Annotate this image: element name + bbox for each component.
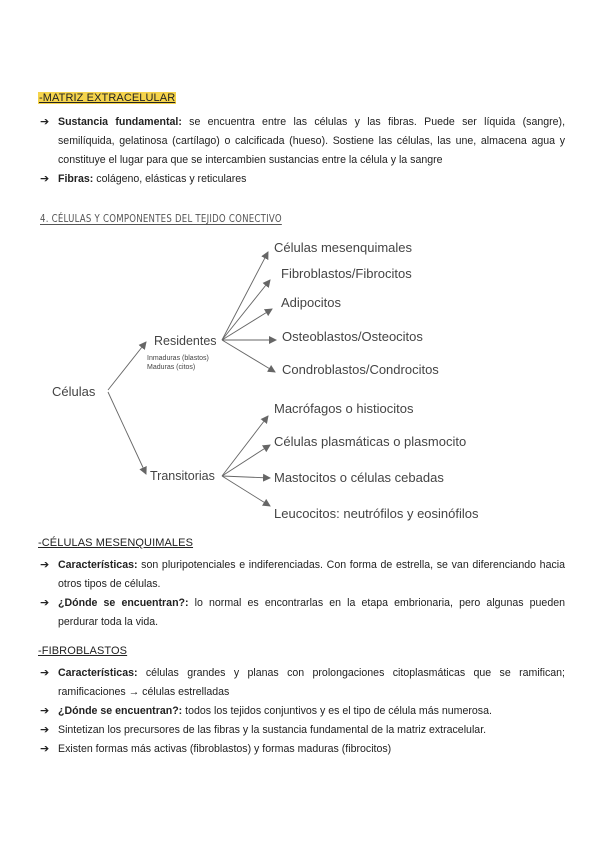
arrow-icon: ➔ [40,705,50,717]
connector-residentes-1 [222,280,270,340]
list-item [40,721,565,740]
fibroblastos-bullet-list [40,664,565,759]
list-item [40,170,565,189]
diagram-residentes-child-2: Adipocitos [281,295,341,310]
bullet-text: son pluripotenciales e indiferenciadas. Con forma de estrella, se van diferenciando hacia otros tipos de células. [58,559,565,590]
list-item [40,702,565,721]
connector-residentes-2 [222,309,272,340]
list-item [40,740,565,759]
connector-transitorias-1 [222,445,270,476]
bullet-label: Características: [58,667,138,679]
diagram-residentes-child-4: Condroblastos/Condrocitos [282,362,439,377]
arrow-icon: ➔ [40,116,50,128]
heading-celulas-mesenquimales: -CÉLULAS MESENQUIMALES [38,537,194,549]
bullet-text: colágeno, elásticas y reticulares [93,173,247,185]
connector-root-transitorias [108,392,146,474]
list-item [40,664,565,702]
bullet-label: Características: [58,559,138,571]
bullet-text: Existen formas más activas (fibroblastos) y formas maduras (fibrocitos) [58,743,392,755]
list-item [40,594,565,632]
diagram-transitorias-child-2: Mastocitos o células cebadas [274,470,444,485]
connector-transitorias-2 [222,476,270,478]
bullet-text: Sintetizan los precursores de las fibras y la sustancia fundamental de la matriz extracelular. [58,724,487,736]
diagram-transitorias-label: Transitorias [150,469,215,483]
mesenquimales-bullet-list [40,556,565,632]
arrow-icon: ➔ [40,743,50,755]
diagram-root-label: Células [52,384,96,399]
connector-transitorias-3 [222,476,270,506]
bullet-label: Fibras: [58,173,94,185]
cell-classification-diagram [0,230,600,530]
diagram-residentes-child-0: Células mesenquimales [274,240,413,255]
diagram-residentes-label: Residentes [154,334,217,348]
diagram-residentes-child-3: Osteoblastos/Osteocitos [282,329,423,344]
arrow-icon: ➔ [40,597,50,609]
bullet-label: ¿Dónde se encuentran?: [58,597,189,609]
diagram-transitorias-child-3: Leucocitos: neutrófilos y eosinófilos [274,506,479,521]
bullet-label: Sustancia fundamental: [58,116,182,128]
diagram-transitorias-child-1: Células plasmáticas o plasmocito [274,434,467,449]
bullet-text: lo normal es encontrarlas en la etapa embrionaria, pero algunas pueden perdurar toda la vida. [58,597,565,628]
connector-residentes-0 [222,252,268,340]
connector-residentes-4 [222,340,275,372]
list-item [40,556,565,594]
matriz-bullet-list [40,113,565,189]
arrow-icon: ➔ [40,559,50,571]
diagram-residentes-note-1: Inmaduras (blastos) [147,355,209,362]
heading-fibroblastos: -FIBROBLASTOS [38,645,128,657]
connector-root-residentes [108,342,146,390]
list-item [40,113,565,170]
heading-matriz-extracelular [38,92,176,104]
bullet-label: ¿Dónde se encuentran?: [58,705,183,717]
heading-highlight: -MATRIZ EXTRACELULAR [39,92,176,104]
arrow-icon: ➔ [40,724,50,736]
arrow-icon: ➔ [40,667,50,679]
bullet-text: se encuentra entre las células y las fibras. Puede ser líquida (sangre), semilíquida, gelatinosa (cartílago) o calcificada (hueso). Sostiene las células, las une, almacena agua y constituye el lugar para que se intercambien sustancias entre la célula y la sangre [58,116,566,166]
connector-transitorias-0 [222,416,268,476]
diagram-residentes-child-1: Fibroblastos/Fibrocitos [281,266,412,281]
diagram-transitorias-child-0: Macrófagos o histiocitos [274,401,414,416]
section-title: 4. CÉLULAS Y COMPONENTES DEL TEJIDO CONECTIVO [40,212,282,225]
arrow-icon: ➔ [40,173,50,185]
bullet-text: células grandes y planas con prolongaciones citoplasmáticas que se ramifican; ramificaciones → células estrelladas [58,667,565,698]
diagram-residentes-note-2: Maduras (citos) [147,364,196,371]
bullet-text: todos los tejidos conjuntivos y es el tipo de célula más numerosa. [182,705,492,717]
